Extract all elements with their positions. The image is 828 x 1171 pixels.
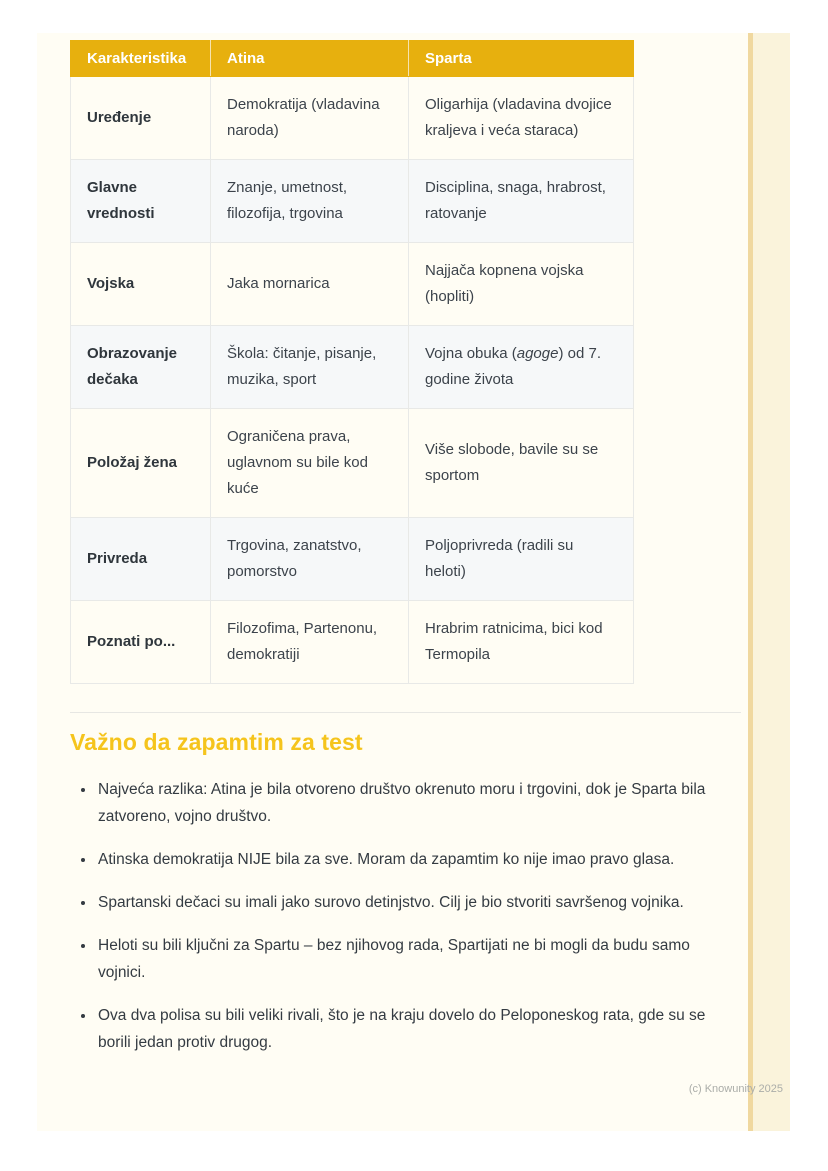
section-divider <box>70 712 741 713</box>
note-page <box>37 33 790 1131</box>
note-content <box>70 40 746 1072</box>
comparison-table <box>70 40 634 684</box>
table-row <box>71 409 634 518</box>
cell-atina: Jaka mornarica <box>211 243 409 326</box>
row-label: Glavne vrednosti <box>71 160 211 243</box>
row-label: Obrazovanje dečaka <box>71 326 211 409</box>
row-label: Poznati po... <box>71 601 211 684</box>
list-item: • Heloti su bili ključni za Spartu – bez njihovog rada, Spartijati ne bi mogli da budu samo vojnici. <box>96 932 710 986</box>
cell-text-prefix: Vojna obuka ( <box>425 345 517 362</box>
study-notes-list <box>70 776 710 1056</box>
cell-atina: Filozofima, Partenonu, demokratiji <box>211 601 409 684</box>
table-row <box>71 601 634 684</box>
table-row <box>71 326 634 409</box>
cell-atina: Ograničena prava, uglavnom su bile kod kuće <box>211 409 409 518</box>
row-label: Vojska <box>71 243 211 326</box>
table-header-row <box>71 41 634 77</box>
table-header-karakteristika: Karakteristika <box>71 41 211 77</box>
row-label: Položaj žena <box>71 409 211 518</box>
table-row <box>71 160 634 243</box>
table-row <box>71 518 634 601</box>
table-header-atina: Atina <box>211 41 409 77</box>
page-right-margin-strip <box>753 33 790 1131</box>
cell-sparta: Disciplina, snaga, hrabrost, ratovanje <box>409 160 634 243</box>
cell-atina: Znanje, umetnost, filozofija, trgovina <box>211 160 409 243</box>
row-label: Privreda <box>71 518 211 601</box>
row-label: Uređenje <box>71 77 211 160</box>
cell-sparta: Najjača kopnena vojska (hopliti) <box>409 243 634 326</box>
cell-sparta: Oligarhija (vladavina dvojice kraljeva i veća staraca) <box>409 77 634 160</box>
cell-atina: Škola: čitanje, pisanje, muzika, sport <box>211 326 409 409</box>
cell-sparta <box>409 326 634 409</box>
section-heading: Važno da zapamtim za test <box>70 729 363 755</box>
cell-text-italic: agoge <box>516 345 559 362</box>
list-item: • Ova dva polisa su bili veliki rivali, što je na kraju dovelo do Peloponeskog rata, gde su se borili jedan protiv drugog. <box>96 1002 710 1056</box>
page-right-margin-line <box>748 33 753 1131</box>
cell-atina: Trgovina, zanatstvo, pomorstvo <box>211 518 409 601</box>
copyright-footer: (c) Knowunity 2025 <box>688 1083 783 1095</box>
list-item: • Atinska demokratija NIJE bila za sve. Moram da zapamtim ko nije imao pravo glasa. <box>96 846 710 873</box>
table-row <box>71 77 634 160</box>
cell-text-suffix: ) od 7. godine života <box>425 345 601 388</box>
cell-sparta: Poljoprivreda (radili su heloti) <box>409 518 634 601</box>
table-header-sparta: Sparta <box>409 41 634 77</box>
cell-sparta: Više slobode, bavile su se sportom <box>409 409 634 518</box>
list-item: • Najveća razlika: Atina je bila otvoreno društvo okrenuto moru i trgovini, dok je Sparta bila zatvoreno, vojno društvo. <box>96 776 710 830</box>
table-row <box>71 243 634 326</box>
cell-atina: Demokratija (vladavina naroda) <box>211 77 409 160</box>
list-item: • Spartanski dečaci su imali jako surovo detinjstvo. Cilj je bio stvoriti savršenog vojnika. <box>96 889 710 916</box>
cell-sparta: Hrabrim ratnicima, bici kod Termopila <box>409 601 634 684</box>
